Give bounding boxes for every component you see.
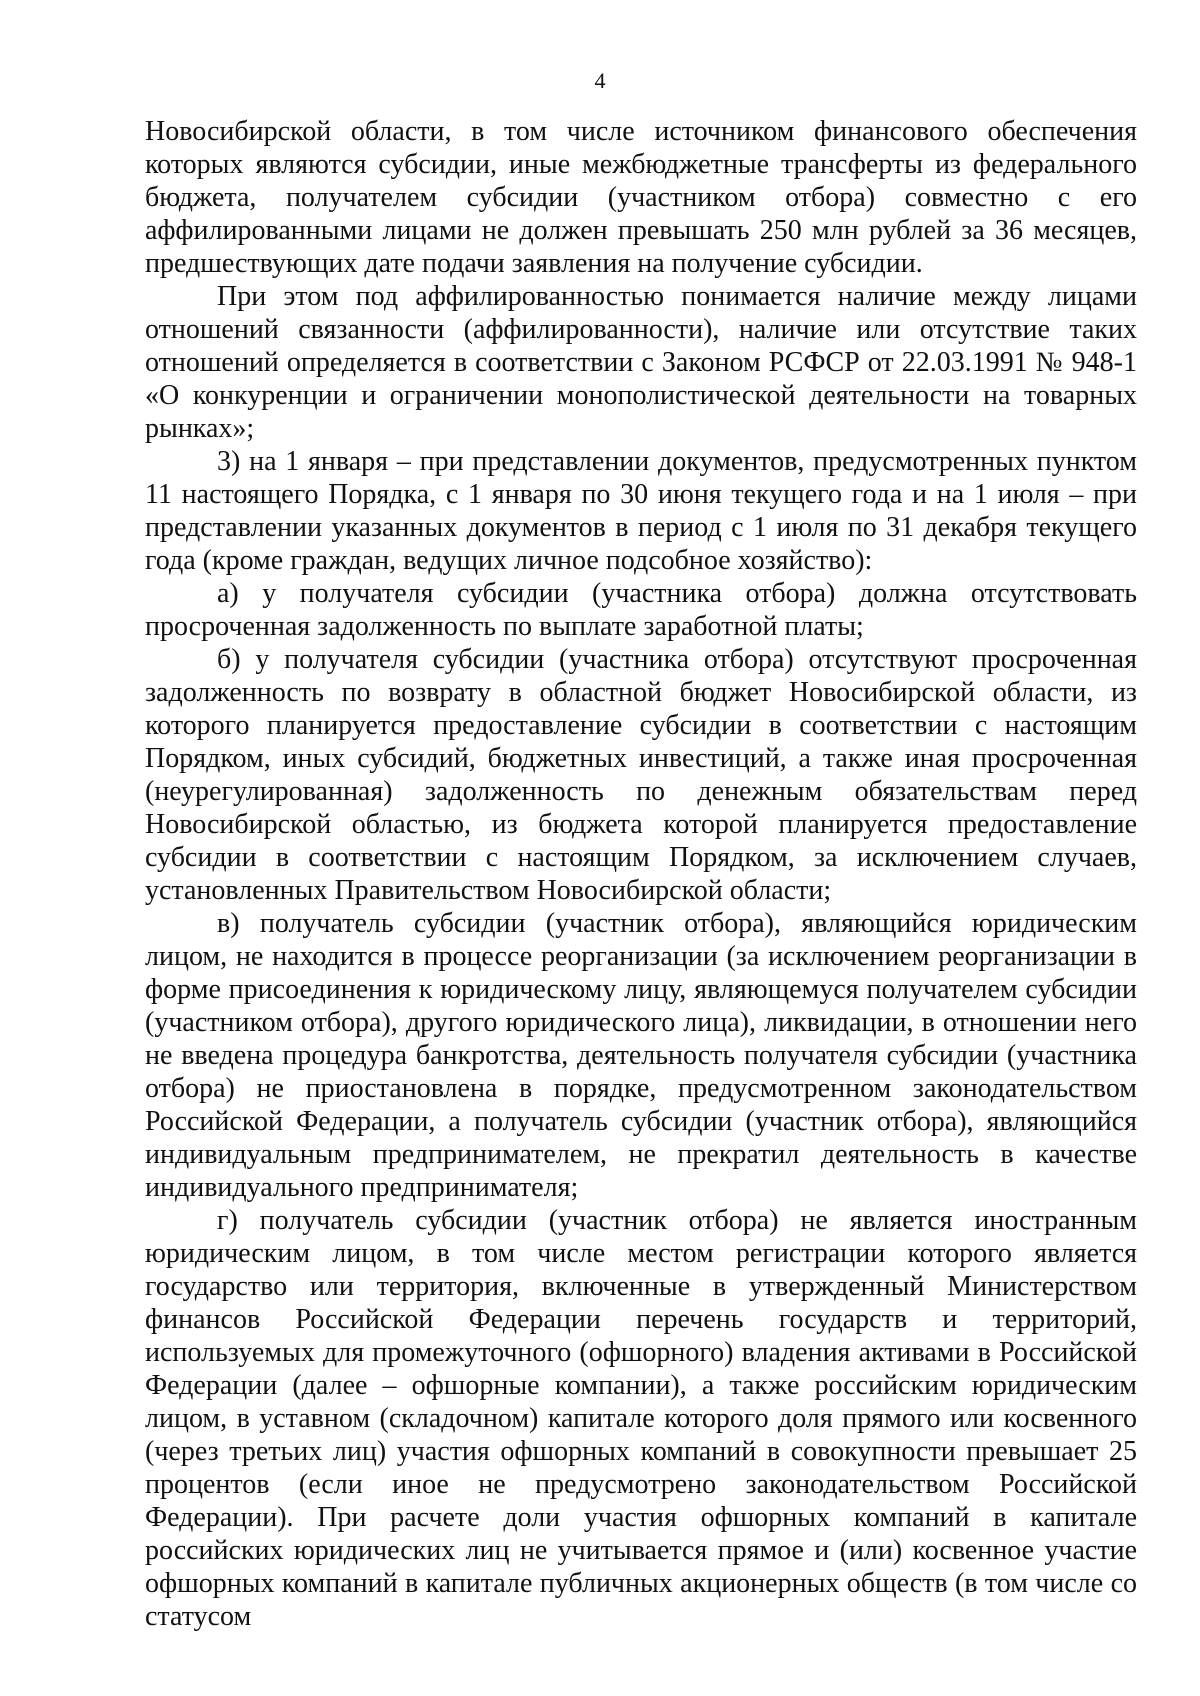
paragraph-subitem-v: в) получатель субсидии (участник отбора), являющийся юридическим лицом, не находится в процессе реорганизации (за исключением реорганизации в форме присоединения к юридическому лицу, являющемуся получателем субсидии (участником отбора), другого юридического лица), ликвидации, в отношении него не введена процедура банкротства, деятельность получателя субсидии (участника отбора) не приостановлена в порядке, предусмотренном законодательством Российской Федерации, а получатель субсидии (участник отбора), являющийся индивидуальным предпринимателем, не прекратил деятельность в качестве индивидуального предпринимателя; (145, 908, 1137, 1203)
document-body (145, 115, 1137, 1633)
paragraph-item-3: 3) на 1 января – при представлении документов, предусмотренных пунктом 11 настоящего Порядка, с 1 января по 30 июня текущего года и на 1 июля – при представлении указанных документов в период с 1 июля по 31 декабря текущего года (кроме граждан, ведущих личное подсобное хозяйство): (145, 446, 1137, 576)
page-number: 4 (594, 68, 606, 93)
paragraph-subitem-b: б) у получателя субсидии (участника отбора) отсутствуют просроченная задолженность по возврату в областной бюджет Новосибирской области, из которого планируется предоставление субсидии в соответствии с настоящим Порядком, иных субсидий, бюджетных инвестиций, а также иная просроченная (неурегулированная) задолженность по денежным обязательствам перед Новосибирской областью, из бюджета которой планируется предоставление субсидии в соответствии с настоящим Порядком, за исключением случаев, установленных Правительством Новосибирской области; (145, 644, 1137, 906)
paragraph-affiliation-definition: При этом под аффилированностью понимается наличие между лицами отношений связанности (аффилированности), наличие или отсутствие таких отношений определяется в соответствии с Законом РСФСР от 22.03.1991 № 948-1 «О конкуренции и ограничении монополистической деятельности на товарных рынках»; (145, 281, 1137, 444)
paragraph-subitem-g: г) получатель субсидии (участник отбора) не является иностранным юридическим лицом, в том числе местом регистрации которого является государство или территория, включенные в утвержденный Министерством финансов Российской Федерации перечень государств и территорий, используемых для промежуточного (офшорного) владения активами в Российской Федерации (далее – офшорные компании), а также российским юридическим лицом, в уставном (складочном) капитале которого доля прямого или косвенного (через третьих лиц) участия офшорных компаний в совокупности превышает 25 процентов (если иное не предусмотрено законодательством Российской Федерации). При расчете доли участия офшорных компаний в капитале российских юридических лиц не учитывается прямое и (или) косвенное участие офшорных компаний в капитале публичных акционерных обществ (в том числе со статусом (145, 1205, 1137, 1632)
paragraph-subitem-a: а) у получателя субсидии (участника отбора) должна отсутствовать просроченная задолженность по выплате заработной платы; (145, 578, 1137, 642)
paragraph-continuation: Новосибирской области, в том числе источником финансового обеспечения которых являются субсидии, иные межбюджетные трансферты из федерального бюджета, получателем субсидии (участником отбора) совместно с его аффилированными лицами не должен превышать 250 млн рублей за 36 месяцев, предшествующих дате подачи заявления на получение субсидии. (145, 116, 1137, 279)
